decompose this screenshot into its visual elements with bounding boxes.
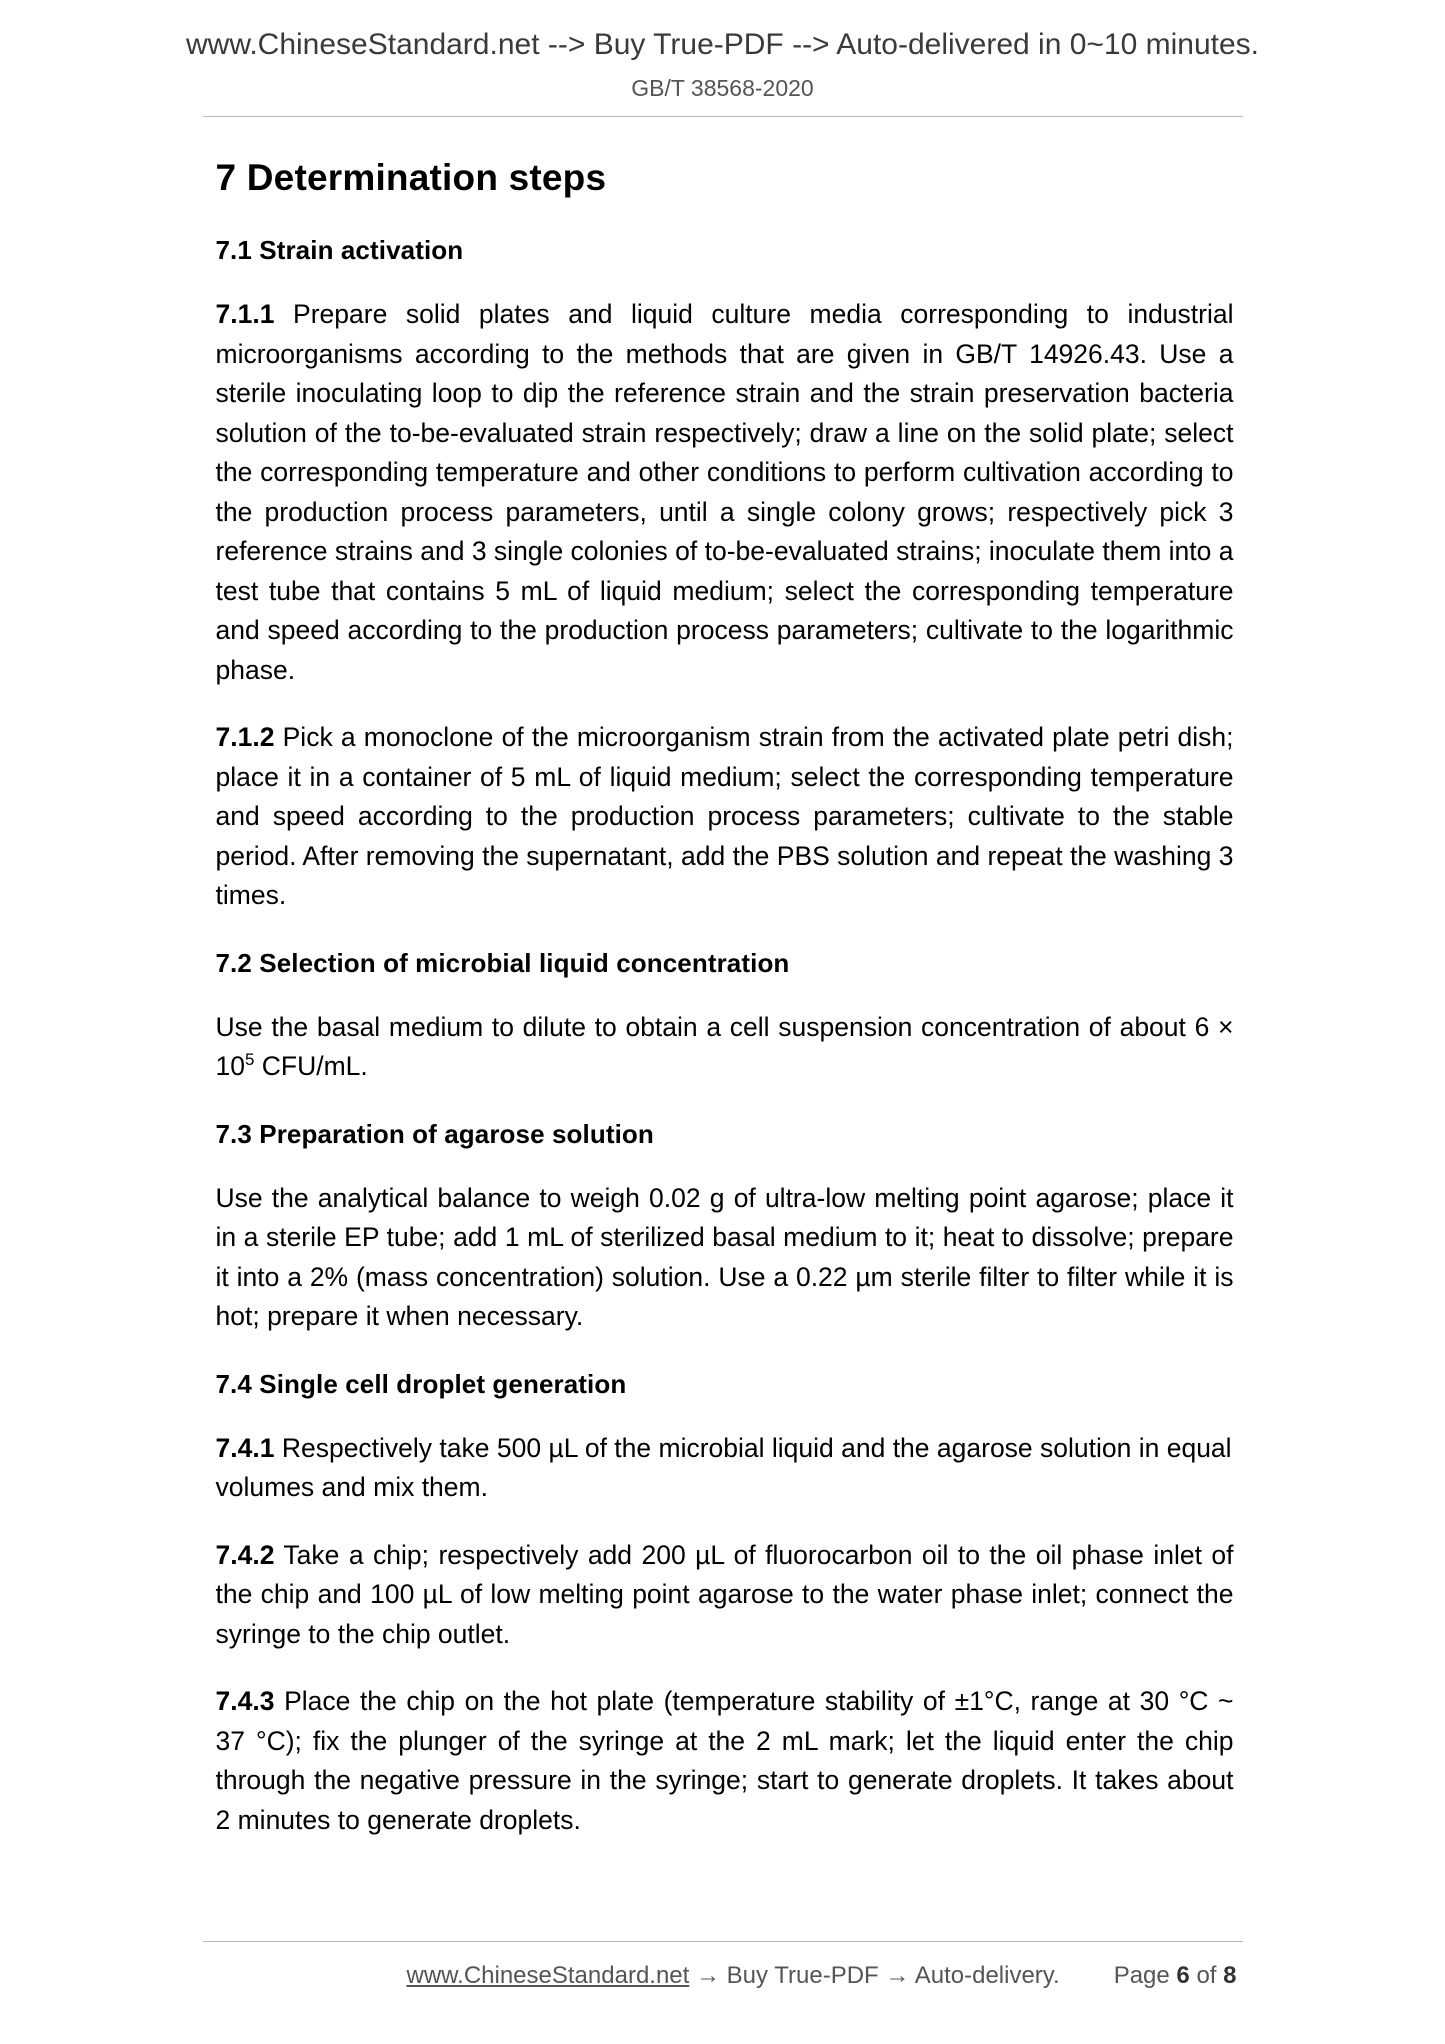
- page-current: 6: [1176, 1962, 1190, 1989]
- promo-header: www.ChineseStandard.net --> Buy True-PDF --> Auto-delivered in 0~10 minutes.: [185, 28, 1260, 61]
- paragraph-7-4-2: [212, 1536, 1234, 1655]
- paragraph-text-7-4-2: Take a chip; respectively add 200 µL of fluorocarbon oil to the oil phase inlet of the chip and 100 µL of low melting point agarose to the water phase inlet; connect the syringe to the chip outlet.: [215, 1539, 1234, 1649]
- page-total: 8: [1223, 1962, 1237, 1989]
- paragraph-text-7-4-1: Respectively take 500 µL of the microbial liquid and the agarose solution in equal volumes and mix them.: [215, 1432, 1232, 1502]
- paragraph-7-4-3: [212, 1682, 1234, 1840]
- paragraph-number-7-4-2: 7.4.2: [215, 1539, 275, 1570]
- paragraph-text-7-4-3: Place the chip on the hot plate (temperature stability of ±1°C, range at 30 °C ~ 37 °C); fix the plunger of the syringe at the 2 mL mark; let the liquid enter the chip through the negative pressure in the syringe; start to generate droplets. It takes about 2 minutes to generate droplets.: [215, 1686, 1234, 1835]
- section-heading-7-4: 7.4 Single cell droplet generation: [215, 1368, 627, 1399]
- paragraph-text-7-2-post: CFU/mL.: [254, 1051, 368, 1081]
- paragraph-7-3: Use the analytical balance to weigh 0.02 g of ultra-low melting point agarose; place it in a sterile EP tube; add 1 mL of sterilized basal medium to it; heat to dissolve; prepare it into a 2% (mass concentration) solution. Use a 0.22 µm sterile filter to filter while it is hot; prepare it when necessary.: [215, 1182, 1234, 1331]
- paragraph-number-7-4-1: 7.4.1: [215, 1432, 275, 1463]
- page-of-label: of: [1196, 1962, 1217, 1989]
- arrow-right-icon: →: [696, 1962, 720, 1989]
- footer-mid-text: Buy True-PDF: [726, 1962, 879, 1989]
- paragraph-text-7-1-1: Prepare solid plates and liquid culture media corresponding to industrial microorganisms according to the methods that are given in GB/T 14926.43. Use a sterile inoculating loop to dip the reference strain and the strain preservation bacteria solution of the to-be-evaluated strain respectively; draw a line on the solid plate; select the corresponding temperature and other conditions to perform cultivation according to the production process parameters, until a single colony grows; respectively pick 3 reference strains and 3 single colonies of to-be-evaluated strains; inoculate them into a test tube that contains 5 mL of liquid medium; select the corresponding temperature and speed according to the production process parameters; cultivate to the logarithmic phase.: [215, 299, 1234, 685]
- paragraph-7-2: [212, 1008, 1234, 1087]
- section-heading-7-1: 7.1 Strain activation: [215, 235, 464, 265]
- paragraph-text-7-2-pre: Use the basal medium to dilute to obtain a cell suspension concentration of about 6 × 10: [215, 1011, 1234, 1081]
- paragraph-7-1-1: [212, 295, 1234, 690]
- page-number-indicator: [1114, 1962, 1243, 1990]
- footer-site-link[interactable]: www.ChineseStandard.net: [406, 1962, 690, 1989]
- section-heading-7-3: 7.3 Preparation of agarose solution: [215, 1118, 654, 1149]
- document-content: [212, 117, 1234, 1840]
- paragraph-7-4-1: [212, 1429, 1234, 1508]
- section-heading-7-2: 7.2 Selection of microbial liquid concentration: [215, 947, 790, 978]
- paragraph-number-7-1-2: 7.1.2: [215, 722, 275, 752]
- footer-end-text: Auto-delivery.: [914, 1962, 1060, 1989]
- paragraph-7-1-2: [212, 718, 1234, 916]
- paragraph-number-7-4-3: 7.4.3: [215, 1686, 275, 1716]
- superscript-exponent: 5: [244, 1050, 255, 1070]
- footer-promo: [203, 1962, 1114, 1990]
- page-title: 7 Determination steps: [215, 157, 607, 198]
- standard-number: GB/T 38568-2020: [631, 75, 814, 101]
- paragraph-number-7-1-1: 7.1.1: [215, 299, 275, 329]
- arrow-right-icon-2: →: [885, 1962, 910, 1989]
- paragraph-text-7-1-2: Pick a monoclone of the microorganism strain from the activated plate petri dish; place it in a container of 5 mL of liquid medium; select the corresponding temperature and speed according to the production process parameters; cultivate to the stable period. After removing the supernatant, add the PBS solution and repeat the washing 3 times.: [215, 722, 1234, 910]
- page-label: Page: [1113, 1962, 1170, 1989]
- page-footer: [0, 1941, 1445, 1990]
